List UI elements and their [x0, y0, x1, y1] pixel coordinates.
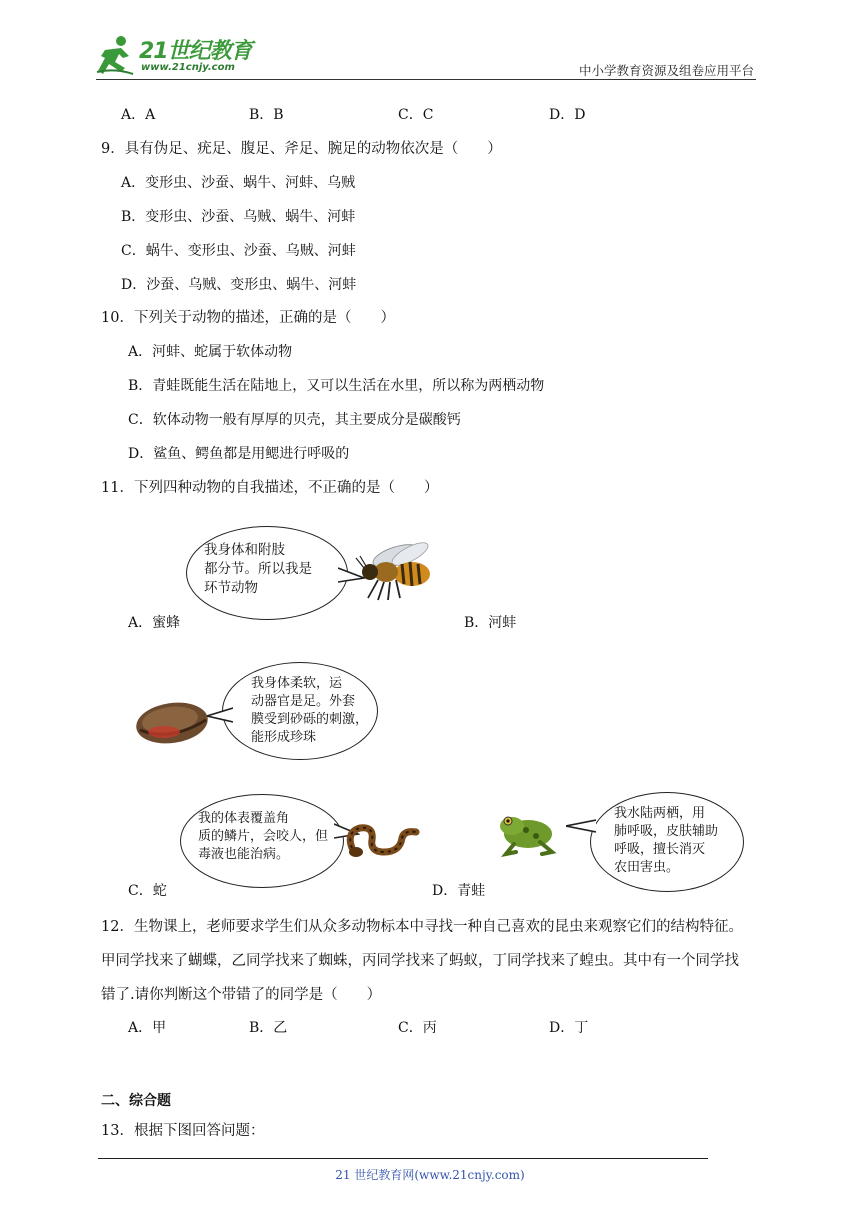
- option-d[interactable]: D．沙蚕、乌贼、变形虫、蜗牛、河蚌: [121, 277, 357, 293]
- bubble-tail: [566, 818, 596, 838]
- section-title: 二、综合题: [101, 1093, 171, 1109]
- runner-icon: [95, 34, 135, 78]
- bubble-text: 我身体柔软，运 动器官是足。外套 膜受到砂砾的刺激， 能形成珍珠: [251, 676, 369, 745]
- platform-name: 中小学教育资源及组卷应用平台: [578, 63, 754, 78]
- question-line: 甲同学找来了蝴蝶，乙同学找来了蜘蛛，丙同学找来了蚂蚁，丁同学找来了蝗虫。其中有一个同学找: [101, 953, 739, 969]
- snake-icon: [344, 818, 420, 862]
- option-b[interactable]: B．乙: [249, 1020, 288, 1036]
- bubble-text: 我身体和附肢 都分节。所以我是 环节动物: [204, 542, 312, 596]
- question-stem: 10．下列关于动物的描述，正确的是（ ）: [101, 310, 395, 326]
- option-a[interactable]: A．A: [121, 107, 156, 123]
- option-a[interactable]: A．蜜蜂: [128, 615, 181, 631]
- logo: [95, 34, 265, 78]
- footer-rule: [98, 1158, 708, 1159]
- option-d[interactable]: D．D: [549, 107, 586, 123]
- bee-icon: [352, 542, 438, 604]
- question-line: 错了.请你判断这个带错了的同学是（ ）: [101, 987, 382, 1003]
- option-b[interactable]: B．B: [249, 107, 284, 123]
- option-b[interactable]: B．青蛙既能生活在陆地上，又可以生活在水里，所以称为两栖动物: [128, 378, 545, 394]
- footer-text[interactable]: 21 世纪教育网(www.21cnjy.com): [335, 1168, 525, 1182]
- option-b[interactable]: B．河蚌: [464, 615, 517, 631]
- header-rule: [96, 79, 756, 80]
- bubble-text: 我水陆两栖，用 肺呼吸，皮肤辅助 呼吸，擅长消灭 农田害虫。: [614, 806, 719, 875]
- option-d[interactable]: D．丁: [549, 1020, 589, 1036]
- frog-icon: [494, 808, 558, 858]
- bubble-text: 我的体表覆盖角 质的鳞片，会咬人，但 毒液也能治病。: [198, 811, 329, 862]
- option-b[interactable]: B．变形虫、沙蚕、乌贼、蜗牛、河蚌: [121, 209, 356, 225]
- option-d[interactable]: D．青蛙: [432, 883, 486, 899]
- question-stem: 11．下列四种动物的自我描述，不正确的是（ ）: [101, 480, 439, 496]
- option-c[interactable]: C．软体动物一般有厚厚的贝壳，其主要成分是碳酸钙: [128, 412, 461, 428]
- option-c[interactable]: C．丙: [398, 1020, 437, 1036]
- logo-url: www.21cnjy.com: [141, 62, 235, 73]
- question-stem: 9．具有伪足、疣足、腹足、斧足、腕足的动物依次是（ ）: [101, 141, 502, 157]
- option-c[interactable]: C．蜗牛、变形虫、沙蚕、乌贼、河蚌: [121, 243, 356, 259]
- option-c[interactable]: C．C: [398, 107, 434, 123]
- clam-icon: [134, 698, 214, 748]
- option-a[interactable]: A．变形虫、沙蚕、蜗牛、河蚌、乌贼: [121, 175, 356, 191]
- option-a[interactable]: A．河蚌、蛇属于软体动物: [128, 344, 293, 360]
- question-line: 12．生物课上，老师要求学生们从众多动物标本中寻找一种自己喜欢的昆虫来观察它们的结构特征。: [101, 919, 743, 935]
- option-c[interactable]: C．蛇: [128, 883, 167, 899]
- option-d[interactable]: D．鲨鱼、鳄鱼都是用鳃进行呼吸的: [128, 446, 350, 462]
- option-a[interactable]: A．甲: [128, 1020, 167, 1036]
- logo-text: 21世纪教育: [139, 39, 252, 64]
- question-13-stem: 13．根据下图回答问题：: [101, 1123, 265, 1139]
- bubble-tail: [207, 706, 233, 726]
